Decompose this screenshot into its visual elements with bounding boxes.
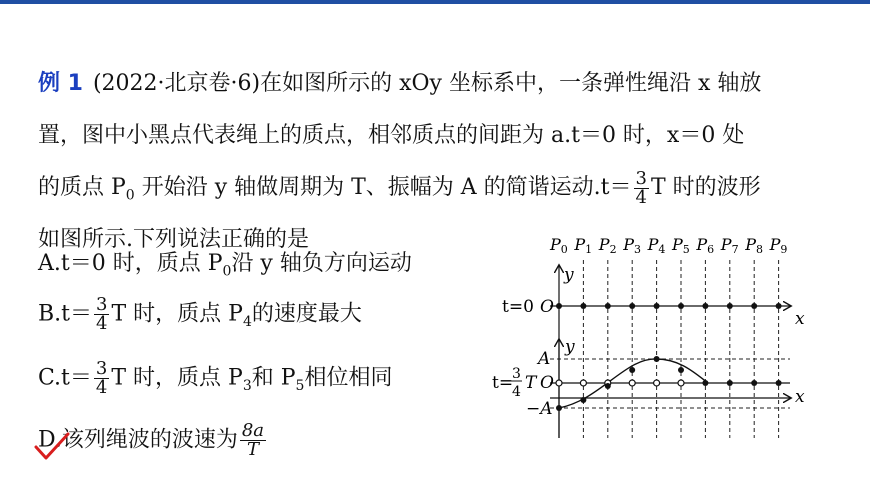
bottom-dot-p3 [629, 367, 635, 373]
point-label-p2: P2 [598, 235, 617, 256]
question-line1-text: 在如图所示的 xOy 坐标系中，一条弹性绳沿 x 轴放 [260, 71, 762, 96]
point-label-p7: P7 [720, 235, 739, 256]
subscript: 0 [222, 263, 232, 280]
point-label-p3: P3 [623, 235, 641, 256]
top-dot-p7 [727, 303, 733, 309]
fraction-numerator: 3 [95, 358, 108, 379]
bottom-row-label-pre: t= [492, 373, 514, 393]
point-label-p8: P8 [745, 235, 763, 256]
top-y-label: y [564, 265, 574, 285]
top-dot-p3 [629, 303, 635, 309]
vertical-grid [583, 260, 778, 438]
bottom-origin: O [540, 373, 554, 393]
subscript: 5 [295, 377, 305, 394]
option-b-pre: B.t＝ [38, 301, 93, 327]
point-labels [549, 235, 787, 256]
bottom-dot-p9 [776, 380, 782, 386]
point-label-p1: P1 [574, 235, 593, 256]
bottom-fraction-num: 3 [512, 366, 521, 382]
bottom-y-label: y [565, 337, 575, 357]
question-line-3 [38, 162, 838, 214]
bottom-dot-p2 [605, 383, 611, 389]
subscript: 4 [242, 313, 252, 330]
fraction-numerator: 3 [635, 167, 647, 189]
option-c[interactable] [38, 360, 392, 397]
option-c-mid2: 和 P [251, 365, 296, 391]
equilibrium-marker-p1 [580, 380, 586, 386]
option-d-pre: D.该列绳波的波速为 [38, 427, 238, 453]
fraction [94, 360, 109, 397]
bottom-dot-p8 [751, 380, 757, 386]
fraction-denominator: T [246, 439, 259, 460]
top-accent-bar [0, 0, 870, 4]
top-dot-p6 [702, 303, 708, 309]
equilibrium-marker-p3 [629, 380, 635, 386]
fraction-numerator: 3 [96, 294, 108, 315]
point-label-p0: P0 [550, 235, 568, 256]
fraction [94, 296, 109, 333]
point-label-p5: P5 [672, 235, 690, 256]
bottom-dot-p0 [556, 405, 562, 411]
bottom-dot-p1 [580, 397, 586, 403]
top-origin: O [540, 297, 554, 317]
top-dot-p0 [556, 303, 562, 309]
option-a[interactable] [38, 246, 412, 279]
wave-figure [490, 228, 820, 442]
bottom-dot-p4 [654, 356, 660, 362]
equilibrium-marker-p5 [678, 380, 684, 386]
fraction-denominator: 4 [95, 377, 108, 398]
subscript: 3 [242, 377, 252, 394]
option-b-mid: T 时，质点 P [111, 301, 243, 327]
top-dot-p4 [654, 303, 660, 309]
option-b[interactable] [38, 296, 362, 333]
bottom-dot-p7 [727, 380, 733, 386]
question-line3-part-c: T 时的波形 [650, 175, 761, 200]
question-line-1 [38, 58, 838, 110]
point-label-p6: P6 [696, 235, 715, 256]
option-a-post: 沿 y 轴负方向运动 [231, 251, 412, 276]
top-dot-p1 [580, 303, 586, 309]
option-d[interactable] [38, 422, 268, 459]
top-dot-p9 [776, 303, 782, 309]
option-c-mid: T 时，质点 P [111, 365, 243, 391]
question-line-2 [38, 110, 838, 162]
top-dot-p5 [678, 303, 684, 309]
fraction [240, 422, 266, 459]
bottom-row-label-post: T [525, 373, 537, 393]
question-line2-text: 置，图中小黑点代表绳上的质点，相邻质点的间距为 a.t＝0 时，x＝0 处 [38, 123, 745, 148]
option-c-pre: C.t＝ [38, 365, 92, 391]
question-line3-part-b: 开始沿 y 轴做周期为 T、振幅为 A 的简谐运动.t＝ [134, 175, 632, 200]
question-source: (2022·北京卷·6) [92, 71, 261, 96]
top-row-label: t=0 [502, 297, 534, 317]
fraction-denominator: 4 [96, 313, 108, 334]
amplitude-negative-label: −A [526, 399, 553, 419]
answer-check-mark-icon [34, 432, 70, 462]
bottom-x-label: x [795, 387, 805, 407]
equilibrium-marker-p0 [556, 380, 562, 386]
example-tag: 例 1 [38, 71, 83, 96]
amplitude-positive-label: A [538, 349, 551, 369]
bottom-dot-p5 [678, 367, 684, 373]
fraction-denominator: 4 [635, 186, 647, 208]
option-a-pre: A.t＝0 时，质点 P [38, 251, 223, 276]
equilibrium-marker-p4 [654, 380, 660, 386]
bottom-fraction-den: 4 [512, 384, 521, 400]
top-dot-p8 [751, 303, 757, 309]
top-x-label: x [795, 309, 805, 329]
subscript: 0 [125, 187, 135, 204]
question-line4-text: 如图所示.下列说法正确的是 [38, 227, 309, 252]
question-line3-part-a: 的质点 P [38, 175, 126, 200]
fraction-numerator: 8a [241, 420, 265, 441]
option-c-post: 相位相同 [304, 365, 393, 391]
bottom-dot-p6 [702, 380, 708, 386]
fraction [634, 167, 649, 208]
point-label-p4: P4 [647, 235, 666, 256]
option-b-post: 的速度最大 [251, 301, 362, 327]
top-dot-p2 [605, 303, 611, 309]
point-label-p9: P9 [769, 235, 788, 256]
